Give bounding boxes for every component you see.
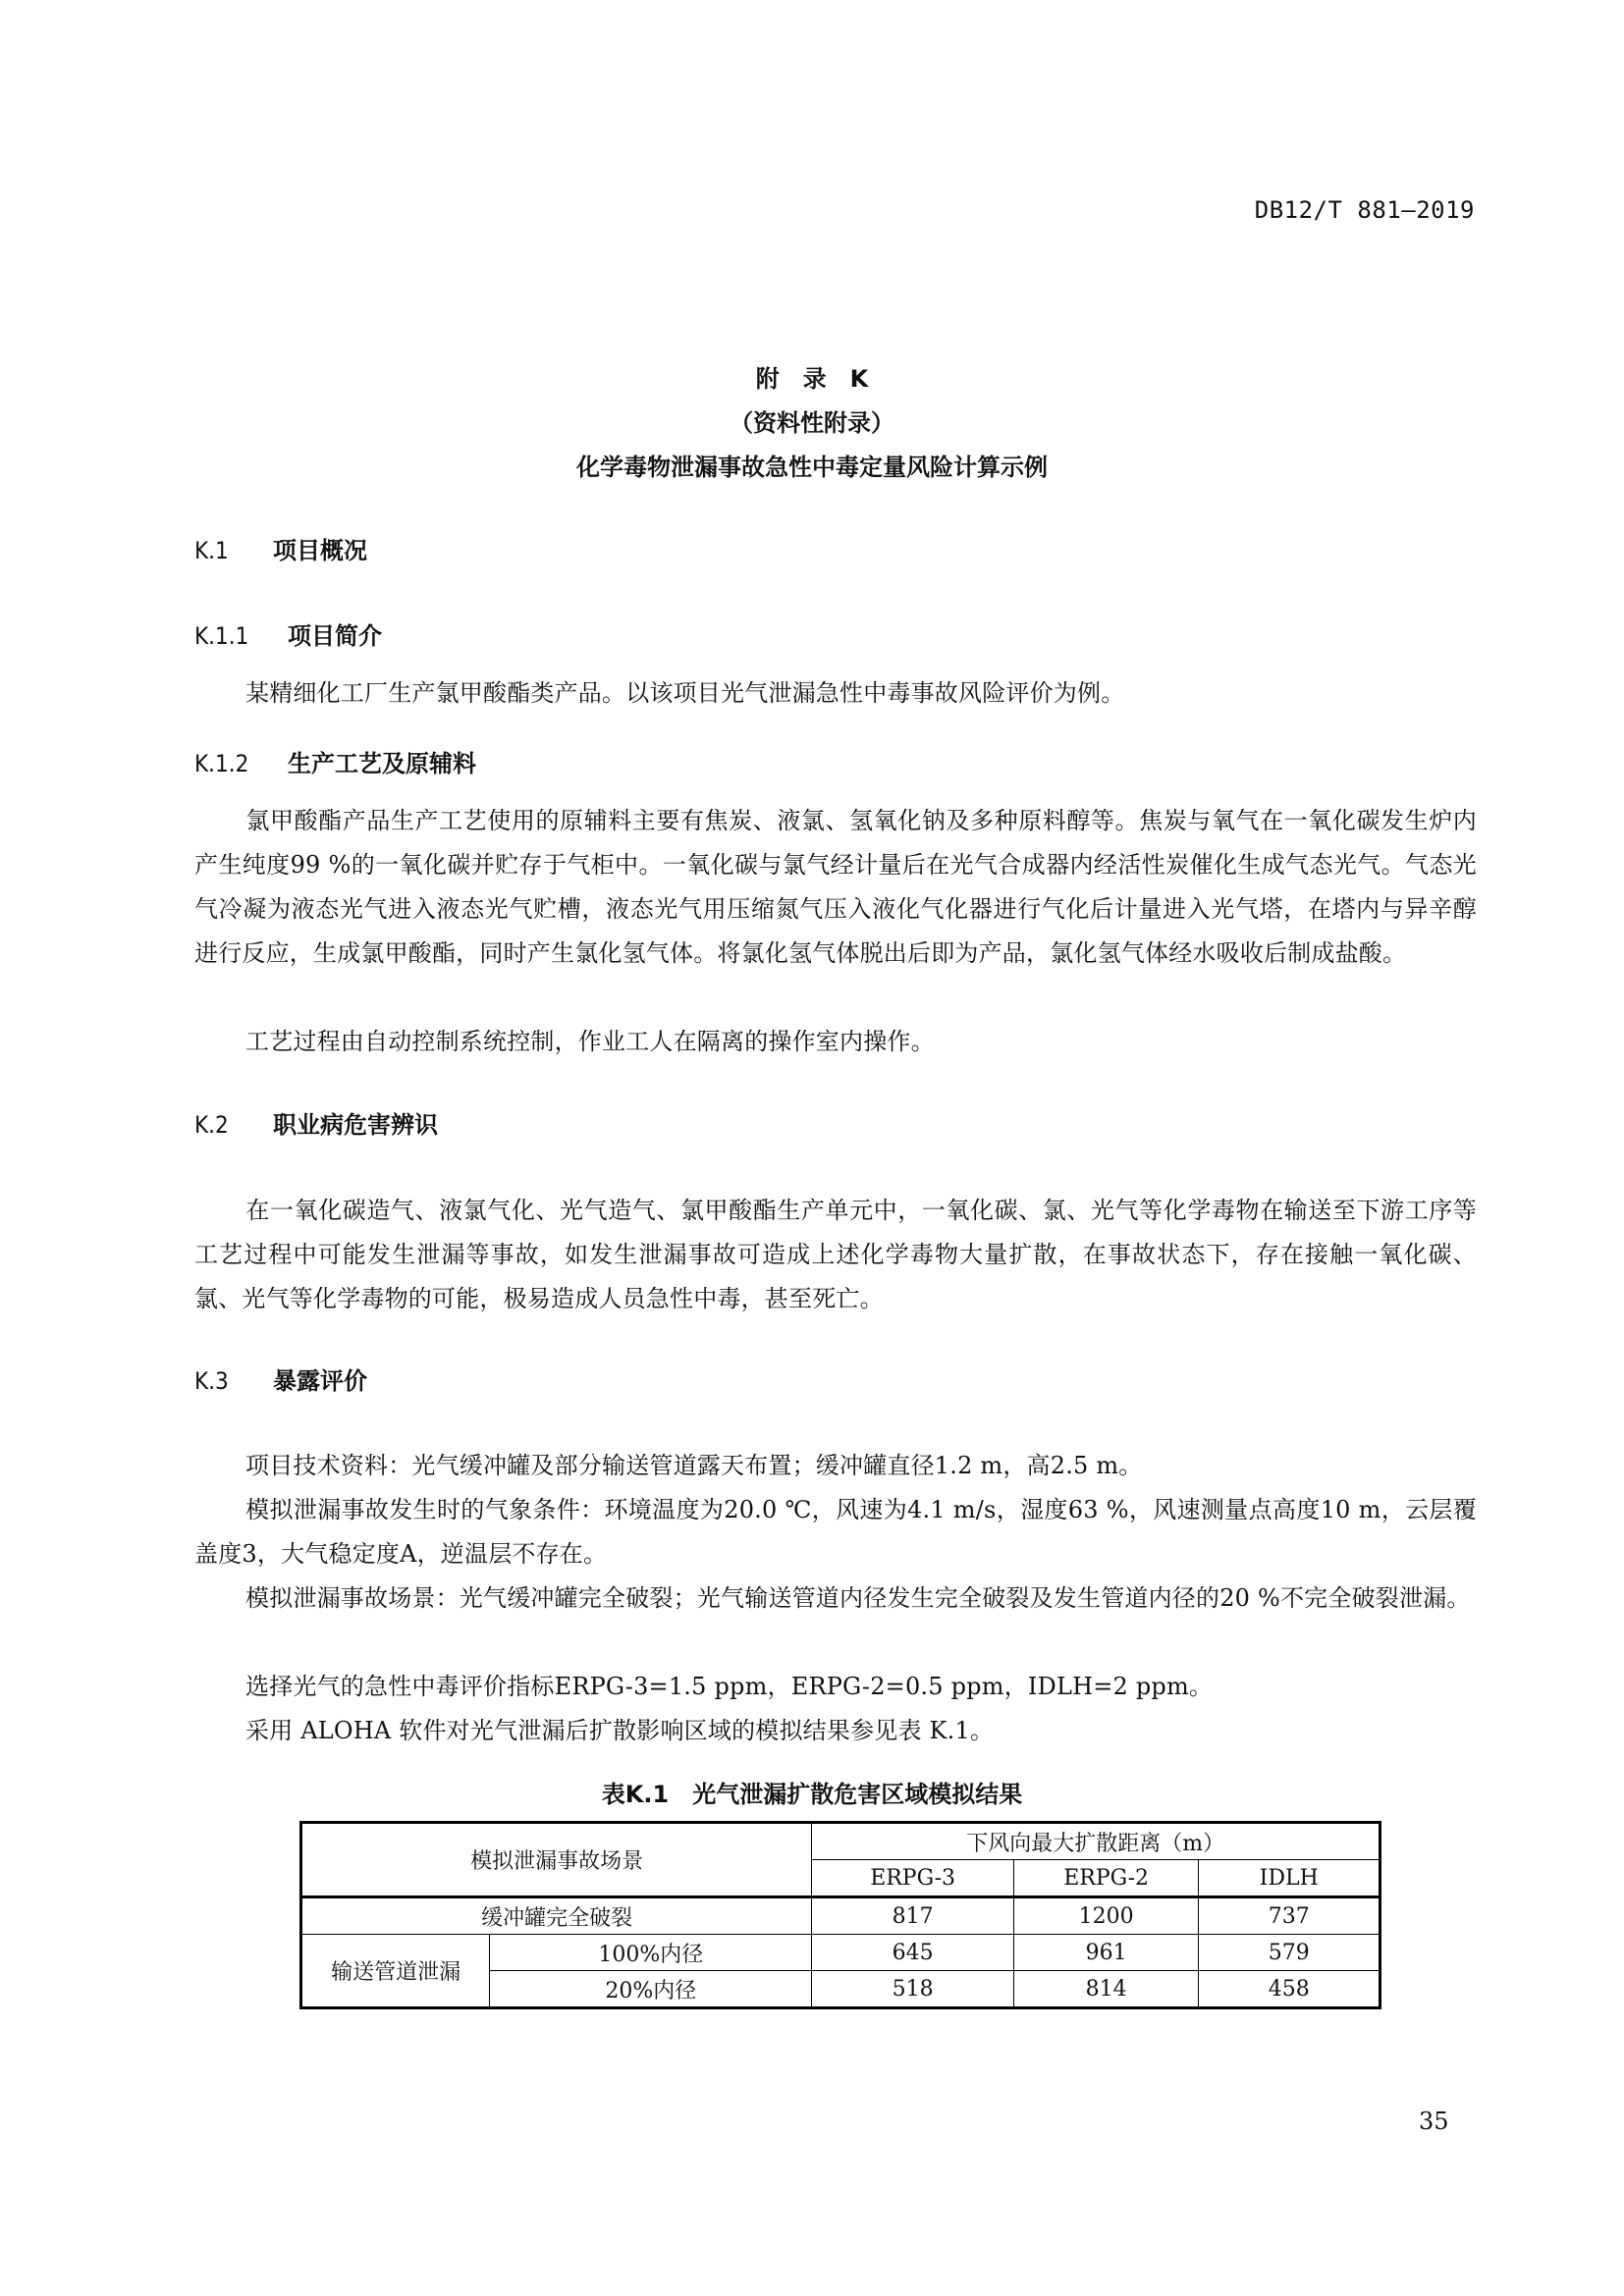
section-heading-k2 bbox=[194, 1105, 438, 1140]
column-header-idlh: IDLH bbox=[1199, 1860, 1380, 1897]
value-cell: 814 bbox=[1013, 1971, 1199, 2008]
scenario-cell: 100%内径 bbox=[490, 1935, 812, 1971]
paragraph: 项目技术资料：光气缓冲罐及部分输送管道露天布置；缓冲罐直径1.2 m，高2.5 m。 bbox=[245, 1452, 1143, 1479]
paragraph: 氯甲酸酯产品生产工艺使用的原辅料主要有焦炭、液氯、氢氧化钠及多种原料醇等。焦炭与氧气在一氧化碳发生炉内产生纯度99 %的一氧化碳并贮存于气柜中。一氧化碳与氯气经计量后在光气合成器内经活性炭催化生成气态光气。气态光气冷凝为液态光气进入液态光气贮槽，液态光气用压缩氮气压入液化气化器进行气化后计量进入光气塔，在塔内与异辛醇进行反应，生成氯甲酸酯，同时产生氯化氢气体。将氯化氢气体脱出后即为产品，氯化氢气体经水吸收后制成盐酸。 bbox=[194, 807, 1477, 967]
value-cell: 961 bbox=[1013, 1935, 1199, 1971]
paragraph: 某精细化工厂生产氯甲酸酯类产品。以该项目光气泄漏急性中毒事故风险评价为例。 bbox=[245, 679, 1125, 707]
section-number: K.1.2 bbox=[194, 750, 249, 777]
appendix-title: 化学毒物泄漏事故急性中毒定量风险计算示例 bbox=[576, 454, 1048, 481]
section-title: 生产工艺及原辅料 bbox=[288, 750, 476, 777]
paragraph: 工艺过程由自动控制系统控制，作业工人在隔离的操作室内操作。 bbox=[245, 1028, 935, 1055]
table-row bbox=[301, 1897, 1380, 1935]
column-header-erpg3: ERPG-3 bbox=[812, 1860, 1014, 1897]
column-header-erpg2: ERPG-2 bbox=[1013, 1860, 1199, 1897]
section-heading-k1-2 bbox=[194, 744, 476, 778]
section-heading-k1 bbox=[194, 531, 367, 565]
scenario-cell: 20%内径 bbox=[490, 1971, 812, 2008]
distance-header: 下风向最大扩散距离（m） bbox=[812, 1823, 1380, 1860]
paragraph: 采用 ALOHA 软件对光气泄漏后扩散影响区域的模拟结果参见表 K.1。 bbox=[245, 1717, 995, 1744]
section-title: 职业病危害辨识 bbox=[273, 1111, 438, 1139]
paragraph: 选择光气的急性中毒评价指标ERPG-3=1.5 ppm，ERPG-2=0.5 ppm，IDLH=2 ppm。 bbox=[245, 1673, 1214, 1700]
appendix-type: （资料性附录） bbox=[730, 409, 894, 437]
section-number: K.1 bbox=[194, 537, 229, 564]
table-row bbox=[301, 1935, 1380, 1971]
appendix-label: 附 录 K bbox=[755, 365, 869, 393]
value-cell: 1200 bbox=[1013, 1897, 1199, 1935]
section-heading-k1-1 bbox=[194, 616, 382, 651]
table-header-row bbox=[301, 1823, 1380, 1860]
paragraph: 模拟泄漏事故场景：光气缓冲罐完全破裂；光气输送管道内径发生完全破裂及发生管道内径的20 %不完全破裂泄漏。 bbox=[245, 1584, 1471, 1612]
page-number: 35 bbox=[1419, 2108, 1449, 2135]
scenario-group-cell: 输送管道泄漏 bbox=[301, 1935, 490, 2008]
value-cell: 737 bbox=[1199, 1897, 1380, 1935]
section-title: 暴露评价 bbox=[273, 1367, 367, 1395]
scenario-cell: 缓冲罐完全破裂 bbox=[301, 1897, 812, 1935]
value-cell: 817 bbox=[812, 1897, 1014, 1935]
section-title: 项目简介 bbox=[288, 622, 382, 650]
section-title: 项目概况 bbox=[273, 537, 367, 564]
scenario-header: 模拟泄漏事故场景 bbox=[301, 1823, 812, 1897]
value-cell: 645 bbox=[812, 1935, 1014, 1971]
paragraph: 在一氧化碳造气、液氯气化、光气造气、氯甲酸酯生产单元中，一氧化碳、氯、光气等化学毒物在输送至下游工序等工艺过程中可能发生泄漏等事故，如发生泄漏事故可造成上述化学毒物大量扩散，在事故状态下，存在接触一氧化碳、氯、光气等化学毒物的可能，极易造成人员急性中毒，甚至死亡。 bbox=[194, 1197, 1477, 1312]
value-cell: 518 bbox=[812, 1971, 1014, 2008]
section-number: K.1.1 bbox=[194, 622, 249, 650]
section-number: K.3 bbox=[194, 1367, 229, 1395]
paragraph: 模拟泄漏事故发生时的气象条件：环境温度为20.0 ℃，风速为4.1 m/s，湿度63 %，风速测量点高度10 m，云层覆盖度3，大气稳定度A，逆温层不存在。 bbox=[194, 1496, 1477, 1568]
section-number: K.2 bbox=[194, 1111, 229, 1139]
value-cell: 458 bbox=[1199, 1971, 1380, 2008]
section-heading-k3 bbox=[194, 1362, 367, 1396]
dispersion-results-table bbox=[299, 1821, 1381, 2009]
standard-code: DB12/T 881—2019 bbox=[1254, 196, 1475, 224]
value-cell: 579 bbox=[1199, 1935, 1380, 1971]
table-caption: 表K.1 光气泄漏扩散危害区域模拟结果 bbox=[601, 1781, 1023, 1808]
